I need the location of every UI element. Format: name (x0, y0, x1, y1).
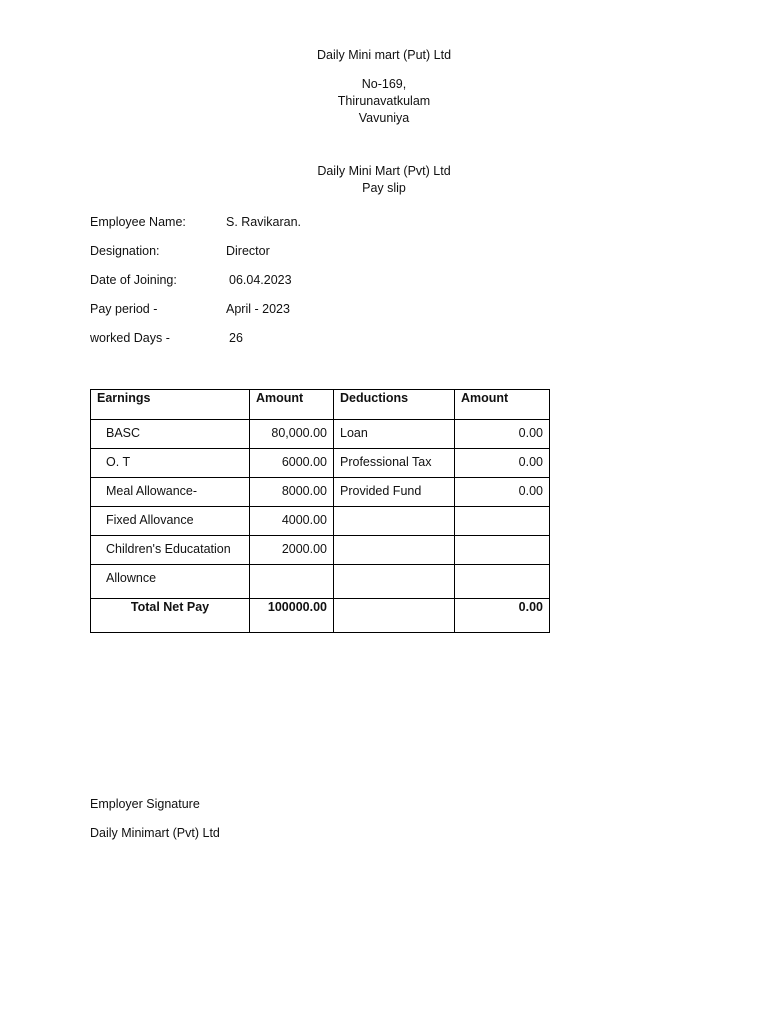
company-name: Daily Mini mart (Put) Ltd (316, 48, 452, 62)
deduction-label: Loan (334, 420, 455, 449)
earning-label: BASC (91, 420, 250, 449)
slip-title (0, 163, 768, 197)
total-empty-cell (334, 599, 455, 633)
designation-value: Director (226, 244, 270, 258)
earning-label: Allownce (91, 565, 250, 599)
slip-heading: Pay slip (362, 181, 406, 195)
employee-name-value: S. Ravikaran. (226, 215, 302, 229)
earning-amount: 80,000.00 (250, 420, 334, 449)
designation-label: Designation: (90, 244, 160, 258)
header-deductions: Deductions (334, 390, 455, 420)
deduction-amount: 0.00 (455, 449, 550, 478)
table-row (91, 507, 550, 536)
employer-signature: Employer Signature (90, 797, 200, 811)
joining-date-row (90, 272, 292, 289)
deduction-label: Provided Fund (334, 478, 455, 507)
slip-company: Daily Mini Mart (Pvt) Ltd (317, 164, 451, 178)
deduction-label: Professional Tax (334, 449, 455, 478)
deduction-amount (455, 507, 550, 536)
address-line-2: Thirunavatkulam (337, 94, 431, 108)
footer-company: Daily Minimart (Pvt) Ltd (90, 826, 220, 840)
deduction-amount (455, 565, 550, 599)
company-address (0, 76, 768, 127)
header-deductions-amount: Amount (455, 390, 550, 420)
table-row (91, 449, 550, 478)
table-row (91, 565, 550, 599)
deduction-amount (455, 536, 550, 565)
designation-row (90, 243, 270, 260)
header-earnings-amount: Amount (250, 390, 334, 420)
address-line-1: No-169, (361, 77, 407, 91)
employee-name-row (90, 214, 301, 231)
deduction-label (334, 565, 455, 599)
employee-name-label: Employee Name: (90, 215, 186, 229)
deduction-label (334, 536, 455, 565)
deduction-amount: 0.00 (455, 478, 550, 507)
total-row (91, 599, 550, 633)
worked-days-value: 26 (229, 331, 243, 345)
earning-amount: 2000.00 (250, 536, 334, 565)
total-deductions-amount: 0.00 (455, 599, 550, 633)
earning-label: Fixed Allovance (91, 507, 250, 536)
pay-slip-table (90, 389, 550, 633)
table-header-row (91, 390, 550, 420)
earning-label: Meal Allowance- (91, 478, 250, 507)
header-earnings: Earnings (91, 390, 250, 420)
deduction-amount: 0.00 (455, 420, 550, 449)
table-row (91, 420, 550, 449)
earning-amount: 6000.00 (250, 449, 334, 478)
joining-date-label: Date of Joining: (90, 273, 177, 287)
address-line-3: Vavuniya (358, 111, 410, 125)
earning-amount: 8000.00 (250, 478, 334, 507)
worked-days-row (90, 330, 243, 347)
total-net-pay-label: Total Net Pay (91, 599, 250, 633)
earning-amount (250, 565, 334, 599)
earning-label: Children's Educatation (91, 536, 250, 565)
pay-period-row (90, 301, 290, 318)
total-earnings-amount: 100000.00 (250, 599, 334, 633)
earning-label: O. T (91, 449, 250, 478)
table-row (91, 536, 550, 565)
worked-days-label: worked Days - (90, 331, 170, 345)
table-row (91, 478, 550, 507)
joining-date-value: 06.04.2023 (229, 273, 292, 287)
pay-period-value: April - 2023 (226, 302, 290, 316)
earning-amount: 4000.00 (250, 507, 334, 536)
deduction-label (334, 507, 455, 536)
pay-period-label: Pay period - (90, 302, 158, 316)
